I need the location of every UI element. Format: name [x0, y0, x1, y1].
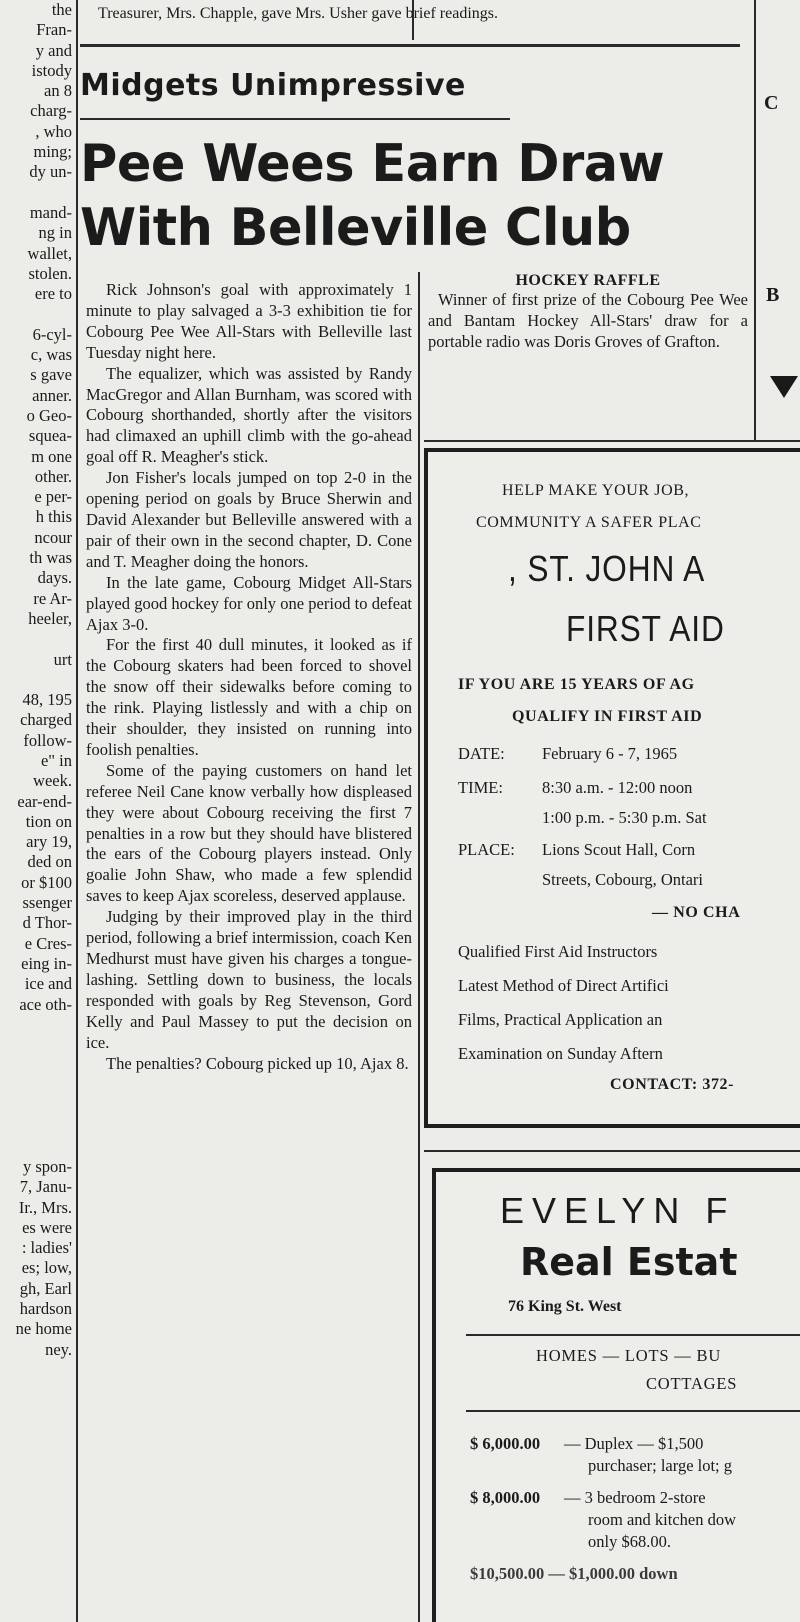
left-column-line: c, was — [30, 345, 72, 365]
place-label: PLACE: — [458, 840, 515, 859]
left-column-line: , who — [35, 121, 72, 141]
left-column-line: h this — [35, 507, 72, 527]
article-paragraph: Some of the paying customers on hand let referee Neil Cane know verbally how displeased they were about Cobourg receiving the first 7 penalties in a row but they should have blistered the ears of the Cobourg players instead. Only goalie John Shaw, who made a few splendid saves to keep Ajax scoreless, deserved applause. — [86, 760, 412, 906]
left-column-line: dy un- — [29, 162, 72, 182]
left-column-line: : ladies' — [21, 1238, 72, 1258]
left-column-line: ng in — [38, 223, 72, 243]
listing-line: room and kitchen dow — [588, 1510, 737, 1529]
raffle-bottom-rule — [424, 440, 800, 442]
raffle-text: Winner of first prize of the Cobourg Pee Wee and Bantam Hockey All-Stars' draw for a portable radio was Doris Groves of Grafton. — [428, 290, 748, 351]
property-categories: COTTAGES — [646, 1374, 738, 1393]
left-column-line — [8, 629, 72, 649]
article-paragraph: The penalties? Cobourg picked up 10, Ajax 8. — [106, 1053, 409, 1073]
left-column-line: mand- — [29, 202, 72, 222]
column-rule-left — [76, 0, 78, 1622]
arrow-mark-icon — [770, 376, 798, 398]
left-column-line: follow- — [23, 730, 72, 750]
raffle-title: HOCKEY RAFFLE — [515, 272, 661, 289]
date-value: February 6 - 7, 1965 — [542, 744, 678, 763]
time-value: 8:30 a.m. - 12:00 noon — [542, 778, 693, 797]
right-edge-fragment: C — [764, 92, 779, 114]
ad-separator-rule — [424, 1150, 800, 1152]
left-column-line: gh, Earl — [19, 1278, 72, 1298]
left-column-line: squea- — [28, 426, 72, 446]
real-estate-title: Real Estat — [520, 1240, 738, 1284]
listing-line: — 3 bedroom 2-store — [564, 1488, 706, 1507]
left-column-line: e Cres- — [24, 933, 72, 953]
left-column-line: ming; — [33, 142, 72, 162]
left-column-line: y and — [35, 40, 72, 60]
headline-rule — [80, 118, 510, 120]
left-column-line: 6-cyl- — [32, 324, 72, 344]
left-column-line — [8, 304, 72, 324]
left-column-line — [8, 1076, 72, 1096]
headline-line-1: Pee Wees Earn Draw — [80, 134, 665, 194]
left-column-line: charged — [20, 710, 72, 730]
left-column-line: o Geo- — [26, 405, 72, 425]
article-paragraph: Judging by their improved play in the third period, following a brief intermission, coach Ken Medhurst must have given his charges a tongue-lashing. Settling down to business, the locals responded with goals by Reg Stevenson, Gord Kelly and Paul Massey to put the decision on ice. — [86, 907, 412, 1052]
column-rule-right — [754, 0, 756, 440]
left-column-line: m one — [31, 446, 72, 466]
left-column-line: re Ar- — [33, 588, 72, 608]
column-rule-middle — [418, 272, 420, 1622]
left-clipped-column — [8, 0, 72, 1622]
ad-qualify-line: QUALIFY IN FIRST AID — [512, 708, 703, 725]
date-label: DATE: — [458, 744, 505, 763]
article-paragraph: Jon Fisher's locals jumped on top 2-0 in the opening period on goals by Bruce Sherwin and David Alexander but Belleville answered with a pair of their own in the second chapter, D. Cone and T. Meagher doing the honors. — [86, 468, 412, 571]
left-column-line: Ir., Mrs. — [18, 1197, 72, 1217]
listing-partial: $10,500.00 — $1,000.00 down — [470, 1564, 678, 1583]
property-categories: HOMES — LOTS — BU — [536, 1346, 722, 1365]
ad-line: COMMUNITY A SAFER PLAC — [476, 514, 702, 531]
ad-inner-rule — [466, 1410, 800, 1412]
left-column-line — [8, 670, 72, 690]
left-column-line: urt — [53, 649, 72, 669]
left-column-line: ice and — [24, 974, 72, 994]
left-column-line — [8, 1015, 72, 1035]
left-column-line: ncour — [34, 527, 72, 547]
left-column-line — [8, 1137, 72, 1157]
place-value: Lions Scout Hall, Corn — [542, 840, 696, 859]
no-charge: — NO CHA — [652, 904, 741, 921]
right-edge-fragment: B — [766, 284, 780, 306]
hockey-raffle-notice — [428, 272, 748, 353]
real-estate-advertisement — [432, 1168, 800, 1622]
top-rule — [80, 44, 740, 47]
headline-line-2: With Belleville Club — [80, 198, 631, 258]
left-column-line — [8, 1116, 72, 1136]
left-column-line: ace oth- — [19, 994, 72, 1014]
listing-line: — Duplex — $1,500 — [564, 1434, 704, 1453]
left-column-line: ssenger — [22, 893, 72, 913]
article-body — [86, 280, 412, 1620]
left-column-line — [8, 1055, 72, 1075]
article-paragraph: Rick Johnson's goal with approximately 1 minute to play salvaged a 3-3 exhibition tie for Cobourg Pee Wee All-Stars with Belleville last Tuesday night here. — [86, 280, 412, 362]
left-column-line: e per- — [34, 487, 72, 507]
ad-organization: , ST. JOHN A — [508, 548, 706, 589]
left-column-line: s gave — [30, 365, 72, 385]
time-label: TIME: — [458, 778, 503, 797]
left-column-line: or $100 — [21, 872, 72, 892]
left-column-line: ear-end- — [17, 791, 72, 811]
left-column-line: d Thor- — [22, 913, 72, 933]
listing-line: purchaser; large lot; g — [588, 1456, 733, 1475]
left-column-line — [8, 183, 72, 203]
ad-contact: CONTACT: 372- — [610, 1076, 735, 1093]
left-column-line: ne home — [15, 1319, 72, 1339]
ad-age-line: IF YOU ARE 15 YEARS OF AG — [458, 676, 695, 693]
left-column-line: ary 19, — [26, 832, 72, 852]
left-column-line: th was — [29, 548, 72, 568]
ad-feature: Examination on Sunday Aftern — [458, 1044, 663, 1063]
left-column-line — [8, 1035, 72, 1055]
ad-feature: Qualified First Aid Instructors — [458, 942, 658, 961]
left-column-line: es were — [22, 1217, 72, 1237]
left-column-line: an 8 — [44, 81, 72, 101]
left-column-line: ded on — [27, 852, 72, 872]
left-column-line: stolen. — [28, 263, 72, 283]
left-column-line: wallet, — [27, 243, 72, 263]
left-column-line: tion on — [25, 811, 72, 831]
left-column-line: ere to — [34, 284, 72, 304]
place-value: Streets, Cobourg, Ontari — [542, 870, 704, 889]
listing-line: only $68.00. — [588, 1532, 671, 1551]
top-continuation-line: Treasurer, Mrs. Chapple, gave Mrs. Usher gave brief readings. — [98, 5, 498, 22]
left-column-line: week. — [33, 771, 72, 791]
realtor-address: 76 King St. West — [508, 1298, 622, 1315]
left-column-line: istody — [31, 60, 72, 80]
first-aid-advertisement — [424, 448, 800, 1128]
article-paragraph: In the late game, Cobourg Midget All-Stars played good hockey for only one period to defeat Ajax 3-0. — [86, 572, 412, 634]
listing-price: $ 8,000.00 — [470, 1488, 541, 1507]
left-column-line: heeler, — [28, 608, 72, 628]
left-column-line: 48, 195 — [22, 690, 72, 710]
left-column-line: hardson — [19, 1299, 72, 1318]
ad-line: HELP MAKE YOUR JOB, — [502, 482, 690, 499]
left-column-line: eing in- — [21, 953, 72, 973]
ad-inner-rule — [466, 1334, 800, 1336]
left-column-line: e" in — [40, 750, 72, 770]
left-column-line: ney. — [45, 1339, 72, 1359]
ad-feature: Latest Method of Direct Artifici — [458, 976, 669, 995]
left-column-line: y spon- — [22, 1156, 72, 1176]
ad-title: FIRST AID — [566, 608, 725, 649]
ad-feature: Films, Practical Application an — [458, 1010, 663, 1029]
left-column-line: days. — [37, 568, 72, 588]
realtor-name: EVELYN F — [500, 1190, 736, 1231]
left-column-line: 7, Janu- — [19, 1177, 72, 1197]
left-column-line — [8, 1096, 72, 1116]
left-column-line: anner. — [32, 385, 72, 405]
left-column-line: the — [51, 0, 72, 19]
article-paragraph: The equalizer, which was assisted by Randy MacGregor and Allan Burnham, was scored with Cobourg shorthanded, shortly after the visitors had climaxed an uphill climb with the go-ahead goal off R. Meagher's stick. — [86, 363, 412, 467]
left-column-line: Fran- — [36, 20, 72, 40]
headline-small: Midgets Unimpressive — [80, 68, 466, 103]
left-column-line: es; low, — [21, 1258, 72, 1278]
left-column-line: other. — [34, 466, 72, 486]
left-column-line: charg- — [30, 101, 72, 121]
article-paragraph: For the first 40 dull minutes, it looked as if the Cobourg skaters had been forced to shovel the snow off their sidewalks before coming to the rink. Playing listlessly and with a chip on their shoulder, they insisted on running into foolish penalties. — [86, 635, 412, 759]
listing-price: $ 6,000.00 — [470, 1434, 541, 1453]
time-value: 1:00 p.m. - 5:30 p.m. Sat — [542, 808, 707, 827]
